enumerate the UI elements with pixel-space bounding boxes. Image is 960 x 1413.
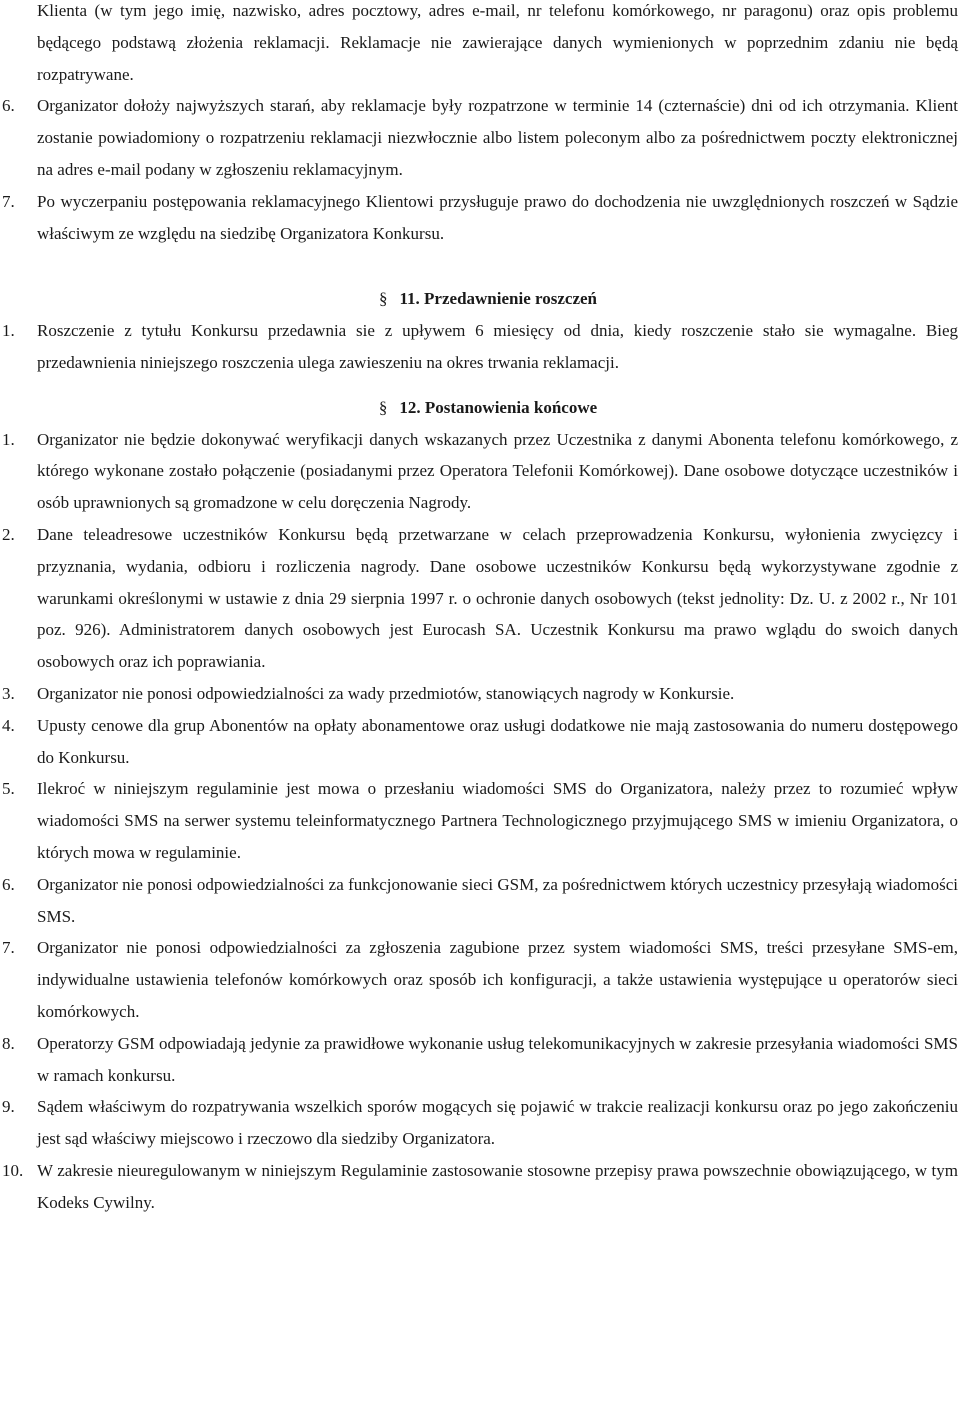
list-item bbox=[0, 424, 960, 519]
section-11-heading bbox=[0, 283, 960, 315]
list-item bbox=[0, 678, 960, 710]
item-number: 3. bbox=[2, 683, 15, 703]
item-number: 1. bbox=[2, 429, 15, 449]
section-12-items bbox=[0, 424, 960, 1219]
list-item bbox=[0, 315, 960, 379]
item-text: Organizator dołoży najwyższych starań, aby reklamacje były rozpatrzone w terminie 14 (czternaście) dni od ich otrzymania. Klient zostanie powiadomiony o rozpatrzeniu reklamacji niezwłocznie albo listem poleconym albo za pośrednictwem poczty elektronicznej na adres e-mail podany w zgłoszeniu reklamacyjnym. bbox=[37, 96, 958, 179]
item-text: Dane teleadresowe uczestników Konkursu będą przetwarzane w celach przeprowadzenia Konkursu, wyłonienia zwycięzcy i przyznania, wydania, odbioru i rozliczenia nagrody. Dane osobowe uczestników Konkursu będą wykorzystywane zgodnie z warunkami określonymi w ustawie z dnia 29 sierpnia 1997 r. o ochronie danych osobowych (tekst jednolity: Dz. U. z 2002 r., Nr 101 poz. 926). Administratorem danych osobowych jest Eurocash SA. Uczestnik Konkursu ma prawo wglądu do swoich danych osobowych oraz ich poprawiania. bbox=[37, 524, 958, 672]
item-number: 10. bbox=[2, 1160, 24, 1180]
section-10-items bbox=[0, 90, 960, 249]
item-text: Roszczenie z tytułu Konkursu przedawnia sie z upływem 6 miesięcy od dnia, kiedy roszczenie stało sie wymagalne. Bieg przedawnienia niniejszego roszczenia ulega zawieszeniu na okres trwania reklamacji. bbox=[37, 321, 958, 372]
item-number: 7. bbox=[2, 191, 15, 211]
item-number: 7. bbox=[2, 938, 15, 958]
section-symbol: § bbox=[378, 397, 388, 417]
intro-paragraph: Klienta (w tym jego imię, nazwisko, adres pocztowy, adres e-mail, nr telefonu komórkowego, nr paragonu) oraz opis problemu będącego podstawą złożenia reklamacji. Reklamacje nie zawierające danych wymienionych w poprzednim zdaniu nie będą rozpatrywane. bbox=[37, 1, 958, 84]
item-text: Upusty cenowe dla grup Abonentów na opłaty abonamentowe oraz usługi dodatkowe nie mają zastosowania do numeru dostępowego do Konkursu. bbox=[37, 715, 958, 767]
item-text: Organizator nie ponosi odpowiedzialności za funkcjonowanie sieci GSM, za pośrednictwem których uczestnicy przesyłają wiadomości SMS. bbox=[37, 874, 958, 926]
item-text: Organizator nie ponosi odpowiedzialności za zgłoszenia zagubione przez system wiadomości SMS, treści przesyłane SMS-em, indywidualne ustawienia telefonów komórkowych oraz sposób ich konfiguracji, a także ustawienia występujące u operatorów sieci komórkowych. bbox=[37, 938, 958, 1021]
item-number: 2. bbox=[2, 524, 15, 544]
list-item bbox=[0, 1028, 960, 1092]
item-number: 8. bbox=[2, 1033, 15, 1053]
section-12-heading bbox=[0, 392, 960, 424]
item-text: Organizator nie będzie dokonywać weryfikacji danych wskazanych przez Uczestnika z danymi Abonenta telefonu komórkowego, z którego wykonane zostało połączenie (posiadanymi przez Operatora Telefonii Komórkowej). Dane osobowe dotyczące uczestników i osób uprawnionych są gromadzone w celu doręczenia Nagrody. bbox=[37, 429, 958, 513]
section-symbol: § bbox=[378, 289, 388, 309]
section-title: 11. Przedawnienie roszczeń bbox=[399, 289, 597, 309]
item-number: 5. bbox=[2, 779, 15, 799]
list-item bbox=[0, 869, 960, 933]
item-number: 9. bbox=[2, 1097, 15, 1117]
list-item bbox=[0, 932, 960, 1027]
list-item bbox=[0, 186, 960, 250]
list-item bbox=[0, 519, 960, 678]
list-item bbox=[0, 1155, 960, 1219]
item-text: Sądem właściwym do rozpatrywania wszelkich sporów mogących się pojawić w trakcie realizacji konkursu oraz po jego zakończeniu jest sąd właściwy miejscowo i rzeczowo dla siedziby Organizatora. bbox=[37, 1097, 958, 1149]
item-text: Organizator nie ponosi odpowiedzialności za wady przedmiotów, stanowiących nagrody w Konkursie. bbox=[37, 683, 735, 703]
section-11-items bbox=[0, 315, 960, 379]
item-text: Operatorzy GSM odpowiadają jedynie za prawidłowe wykonanie usług telekomunikacyjnych w zakresie przesyłania wiadomości SMS w ramach konkursu. bbox=[37, 1033, 958, 1085]
list-item bbox=[0, 710, 960, 774]
section-title: 12. Postanowienia końcowe bbox=[399, 397, 598, 417]
item-number: 4. bbox=[2, 715, 15, 735]
item-text: W zakresie nieuregulowanym w niniejszym Regulaminie zastosowanie stosowne przepisy prawa powszechnie obowiązującego, w tym Kodeks Cywilny. bbox=[37, 1160, 958, 1212]
item-number: 1. bbox=[2, 321, 15, 341]
item-text: Ilekroć w niniejszym regulaminie jest mowa o przesłaniu wiadomości SMS do Organizatora, należy przez to rozumieć wpływ wiadomości SMS na serwer systemu teleinformatycznego Partnera Technologicznego przyjmującego SMS w imieniu Organizatora, o których mowa w regulaminie. bbox=[37, 779, 958, 862]
item-text: Po wyczerpaniu postępowania reklamacyjnego Klientowi przysługuje prawo do dochodzenia nie uwzględnionych roszczeń w Sądzie właściwym ze względu na siedzibę Organizatora Konkursu. bbox=[37, 191, 958, 243]
item-number: 6. bbox=[2, 874, 15, 894]
list-item bbox=[0, 90, 960, 185]
list-item bbox=[0, 773, 960, 868]
list-item bbox=[0, 1091, 960, 1155]
item-number: 6. bbox=[2, 96, 15, 116]
